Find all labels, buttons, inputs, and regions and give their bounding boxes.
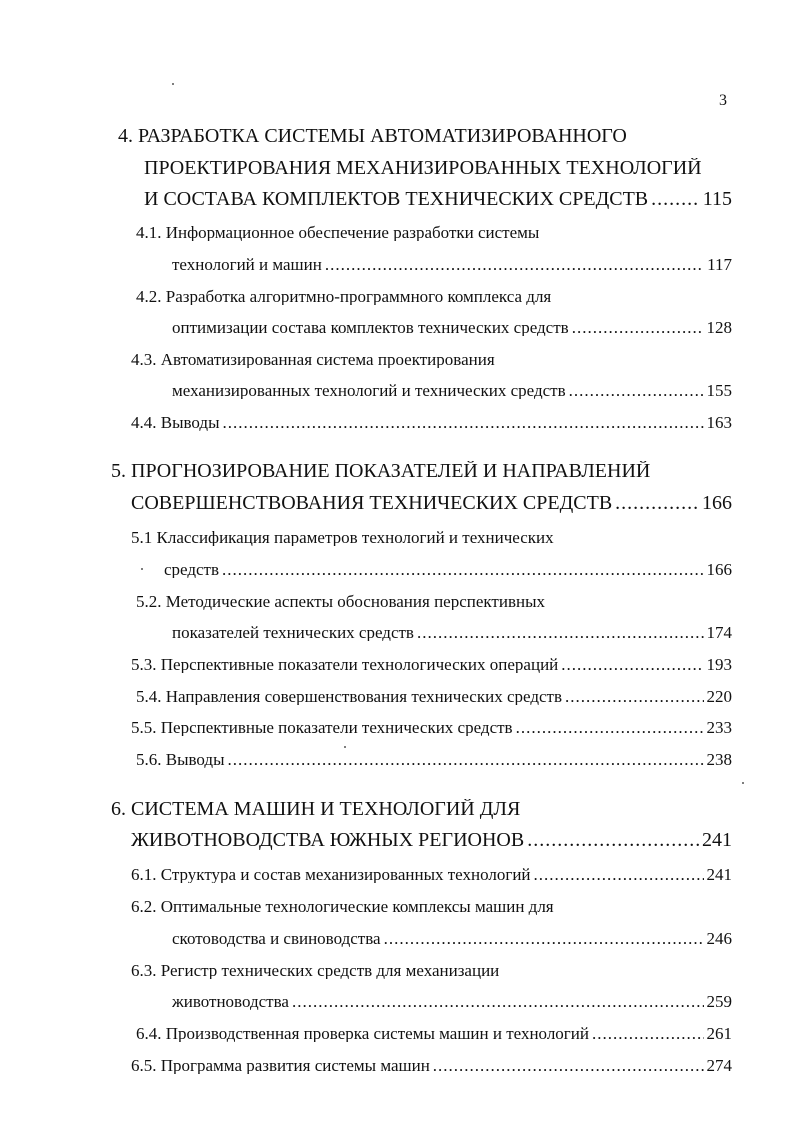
toc-page-ref: 220: [706, 688, 732, 705]
toc-page-ref: 155: [706, 382, 732, 399]
toc-entry-text: ПРОЕКТИРОВАНИЯ МЕХАНИЗИРОВАННЫХ ТЕХНОЛОГИЙ: [144, 158, 702, 178]
toc-section-4-3-line-1: [131, 351, 732, 368]
dot-leader: [534, 866, 704, 883]
toc-section-5-3: [131, 656, 732, 673]
toc-section-5-6: [136, 751, 732, 768]
toc-section-6-2-line-1: [131, 898, 732, 915]
toc-section-4-2-line-2: [172, 319, 732, 336]
toc-page-ref: 174: [706, 624, 732, 641]
dot-leader: [222, 561, 703, 578]
dot-leader: [325, 256, 704, 273]
toc-section-5-2-line-1: [136, 593, 732, 610]
toc-section-4-4: [131, 414, 732, 431]
toc-entry-text: ЖИВОТНОВОДСТВА ЮЖНЫХ РЕГИОНОВ: [131, 830, 525, 850]
dot-leader: [572, 319, 704, 336]
toc-page-ref: 241: [706, 866, 732, 883]
toc-page-ref: 274: [706, 1057, 732, 1074]
toc-section-5-1-line-1: [131, 529, 732, 546]
toc-chapter-6-title-line-1: [111, 799, 731, 819]
toc-entry-text: 4.2. Разработка алгоритмно-программного комплекса для: [136, 288, 552, 305]
toc-section-4-2-line-1: [136, 288, 732, 305]
dot-leader: [228, 751, 704, 768]
dot-leader: [615, 493, 699, 513]
dot-leader: [569, 382, 704, 399]
toc-page-ref: 193: [706, 656, 732, 673]
toc-section-6-2-line-2: [172, 930, 732, 947]
toc-entry-text: 4.4. Выводы: [131, 414, 220, 431]
dot-leader: [651, 189, 700, 209]
toc-page-ref: 128: [706, 319, 732, 336]
toc-entry-text: механизированных технологий и технических средств: [172, 382, 566, 399]
toc-entry-text: животноводства: [172, 993, 289, 1010]
toc-entry-text: 6.3. Регистр технических средств для механизации: [131, 962, 500, 979]
toc-entry-text: 5.2. Методические аспекты обоснования перспективных: [136, 593, 546, 610]
toc-section-4-1-line-1: [136, 224, 732, 241]
toc-entry-text: 4.1. Информационное обеспечение разработки системы: [136, 224, 540, 241]
toc-section-5-5: [131, 719, 732, 736]
toc-page-ref: 241: [702, 830, 732, 850]
toc-section-6-1: [131, 866, 732, 883]
toc-page-ref: 163: [706, 414, 732, 431]
scan-speck: [172, 83, 174, 85]
dot-leader: [417, 624, 704, 641]
toc-section-6-5: [131, 1057, 732, 1074]
toc-page-ref: 238: [706, 751, 732, 768]
toc-section-6-3-line-2: [172, 993, 732, 1010]
toc-entry-text: 5.1 Классификация параметров технологий и технических: [131, 529, 554, 546]
scan-speck: [141, 568, 143, 570]
dot-leader: [527, 830, 699, 850]
toc-entry-text: скотоводства и свиноводства: [172, 930, 381, 947]
toc-entry-text: 6. СИСТЕМА МАШИН И ТЕХНОЛОГИЙ ДЛЯ: [111, 799, 521, 819]
toc-chapter-5-title-line-1: [111, 461, 736, 481]
toc-entry-text: СОВЕРШЕНСТВОВАНИЯ ТЕХНИЧЕСКИХ СРЕДСТВ: [131, 493, 613, 513]
toc-page-ref: 261: [706, 1025, 732, 1042]
toc-page-ref: 166: [702, 493, 732, 513]
toc-chapter-4-title-line-2: [144, 158, 734, 178]
toc-chapter-4-title-line-1: [118, 126, 738, 146]
dot-leader: [565, 688, 704, 705]
toc-entry-text: 6.4. Производственная проверка системы машин и технологий: [136, 1025, 589, 1042]
toc-entry-text: 6.1. Структура и состав механизированных технологий: [131, 866, 531, 883]
toc-chapter-5-title-line-2: [131, 493, 732, 513]
toc-section-5-4: [136, 688, 732, 705]
toc-section-6-4: [136, 1025, 732, 1042]
toc-entry-text: технологий и машин: [172, 256, 322, 273]
dot-leader: [433, 1057, 704, 1074]
dot-leader: [561, 656, 703, 673]
toc-entry-text: 4.3. Автоматизированная система проектирования: [131, 351, 495, 368]
toc-entry-text: показателей технических средств: [172, 624, 414, 641]
toc-page-ref: 246: [706, 930, 732, 947]
dot-leader: [223, 414, 704, 431]
toc-entry-text: 6.5. Программа развития системы машин: [131, 1057, 430, 1074]
toc-page-ref: 233: [706, 719, 732, 736]
scan-speck: [742, 782, 744, 784]
toc-section-5-2-line-2: [172, 624, 732, 641]
dot-leader: [592, 1025, 704, 1042]
dot-leader: [292, 993, 704, 1010]
toc-section-5-1-line-2: [164, 561, 732, 578]
toc-chapter-6-title-line-2: [131, 830, 732, 850]
toc-page-ref: 115: [702, 189, 732, 209]
toc-entry-text: 4. РАЗРАБОТКА СИСТЕМЫ АВТОМАТИЗИРОВАННОГО: [118, 126, 627, 146]
dot-leader: [384, 930, 704, 947]
toc-entry-text: оптимизации состава комплектов технических средств: [172, 319, 569, 336]
toc-entry-text: 5.4. Направления совершенствования технических средств: [136, 688, 562, 705]
toc-section-4-1-line-2: [172, 256, 732, 273]
toc-page-ref: 166: [706, 561, 732, 578]
toc-entry-text: 5. ПРОГНОЗИРОВАНИЕ ПОКАЗАТЕЛЕЙ И НАПРАВЛЕНИЙ: [111, 461, 651, 481]
toc-entry-text: 6.2. Оптимальные технологические комплексы машин для: [131, 898, 554, 915]
toc-section-6-3-line-1: [131, 962, 732, 979]
toc-entry-text: 5.6. Выводы: [136, 751, 225, 768]
toc-chapter-4-title-line-3: [144, 189, 732, 209]
dot-leader: [516, 719, 704, 736]
toc-entry-text: 5.5. Перспективные показатели технических средств: [131, 719, 513, 736]
page-number: 3: [719, 92, 727, 109]
scan-speck: [344, 746, 346, 748]
toc-page-ref: 259: [706, 993, 732, 1010]
toc-entry-text: средств: [164, 561, 220, 578]
toc-entry-text: И СОСТАВА КОМПЛЕКТОВ ТЕХНИЧЕСКИХ СРЕДСТВ: [144, 189, 649, 209]
toc-entry-text: 5.3. Перспективные показатели технологических операций: [131, 656, 559, 673]
toc-page-ref: 117: [707, 256, 732, 273]
toc-section-4-3-line-2: [172, 382, 732, 399]
